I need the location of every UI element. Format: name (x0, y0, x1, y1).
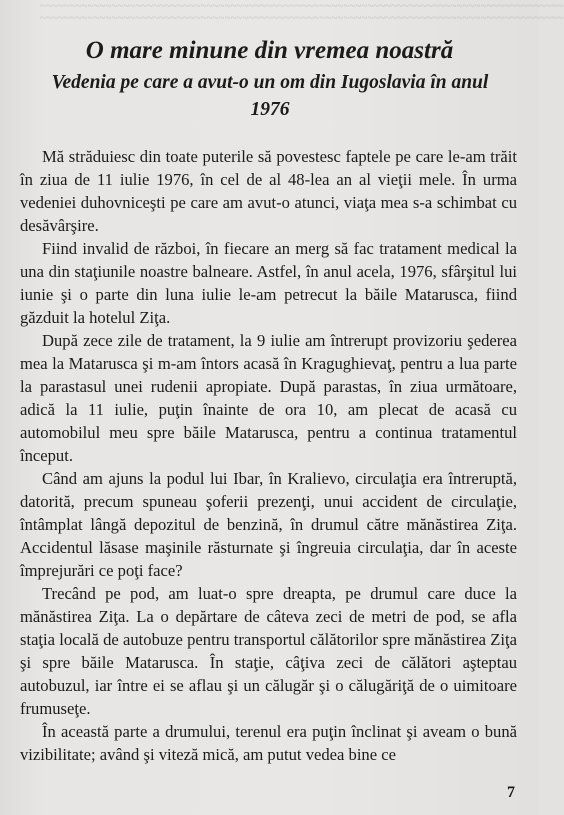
paragraph: În această parte a drumului, terenul era puţin înclinat şi aveam o bună vizibilitate; având şi viteză mică, am putut vedea bine ce (20, 722, 517, 764)
paragraph: După zece zile de tratament, la 9 iulie am întrerupt provizoriu şederea mea la Matarusca şi m-am întors acasă în Kragughievaţ, pentru a lua parte la parastasul unei rudenii apropiate. După parastas, în ziua următoare, adică la 11 iulie, puţin înainte de ora 10, am plecat de acasă cu automobilul meu spre băile Matarusca, pentru a continua tratamentul început. (20, 331, 517, 465)
paragraph: Trecând pe pod, am luat-o spre dreapta, pe drumul care duce la mănăstirea Ziţa. La o depărtare de câteva zeci de metri de pod, se afla staţia locală de autobuze pentru transportul călătorilor spre mănăstirea Ziţa şi spre băile Matarusca. În staţie, câţiva zeci de călători aşteptau autobuzul, iar între ei se aflau şi un călugăr şi o călugăriţă de o uimitoare frumuseţe. (20, 584, 517, 718)
body-text (20, 145, 517, 766)
page-subtitle: Vedenia pe care a avut-o un om din Iugoslavia în anul 1976 (51, 72, 489, 120)
show-through-text: ~~~~~~~~~~~~~~~~~~~~~~~~~~~~~~~~~~~~~~~~~~~~~~~~~~~~~~~~~~~~~~~~~~~~~~~~~~~~~~~~~~~~~~~~ ~~~~~~~~~~~~~~~~~~~~~~~~~~~~~~~~~~~~~~~~~~~~~~~~~~~~~~~~~~~~~~~~~~~~~~~~~~~~~~~~~~~~~~~~ (40, 0, 564, 24)
paragraph: Fiind invalid de război, în fiecare an merg să fac tratament medical la una din staţiunile noastre balneare. Astfel, în anul acela, 1976, sfârşitul lui iunie şi o parte din luna iulie le-am petrecut la băile Matarusca, fiind găzduit la hotelul Ziţa. (20, 239, 517, 327)
page-title: O mare minune din vremea noastră (85, 37, 454, 64)
paragraph: Mă străduiesc din toate puterile să povestesc faptele pe care le-am trăit în ziua de 11 iulie 1976, în cel de al 48-lea an al vieţii mele. În urma vedeniei duhovniceşti pe care am avut-o atunci, viaţa mea s-a schimbat cu desăvârşire. (20, 147, 517, 235)
paragraph: Când am ajuns la podul lui Ibar, în Kralievo, circulaţia era întreruptă, datorită, precum spuneau şoferii prezenţi, unui accident de circulaţie, întâmplat lângă depozitul de benzină, în drumul către mănăstirea Ziţa. Accidentul lăsase maşinile răsturnate şi îngreuia circulaţia, dar în aceste împrejurări ce poţi face? (20, 469, 517, 580)
page-number: 7 (507, 784, 515, 801)
